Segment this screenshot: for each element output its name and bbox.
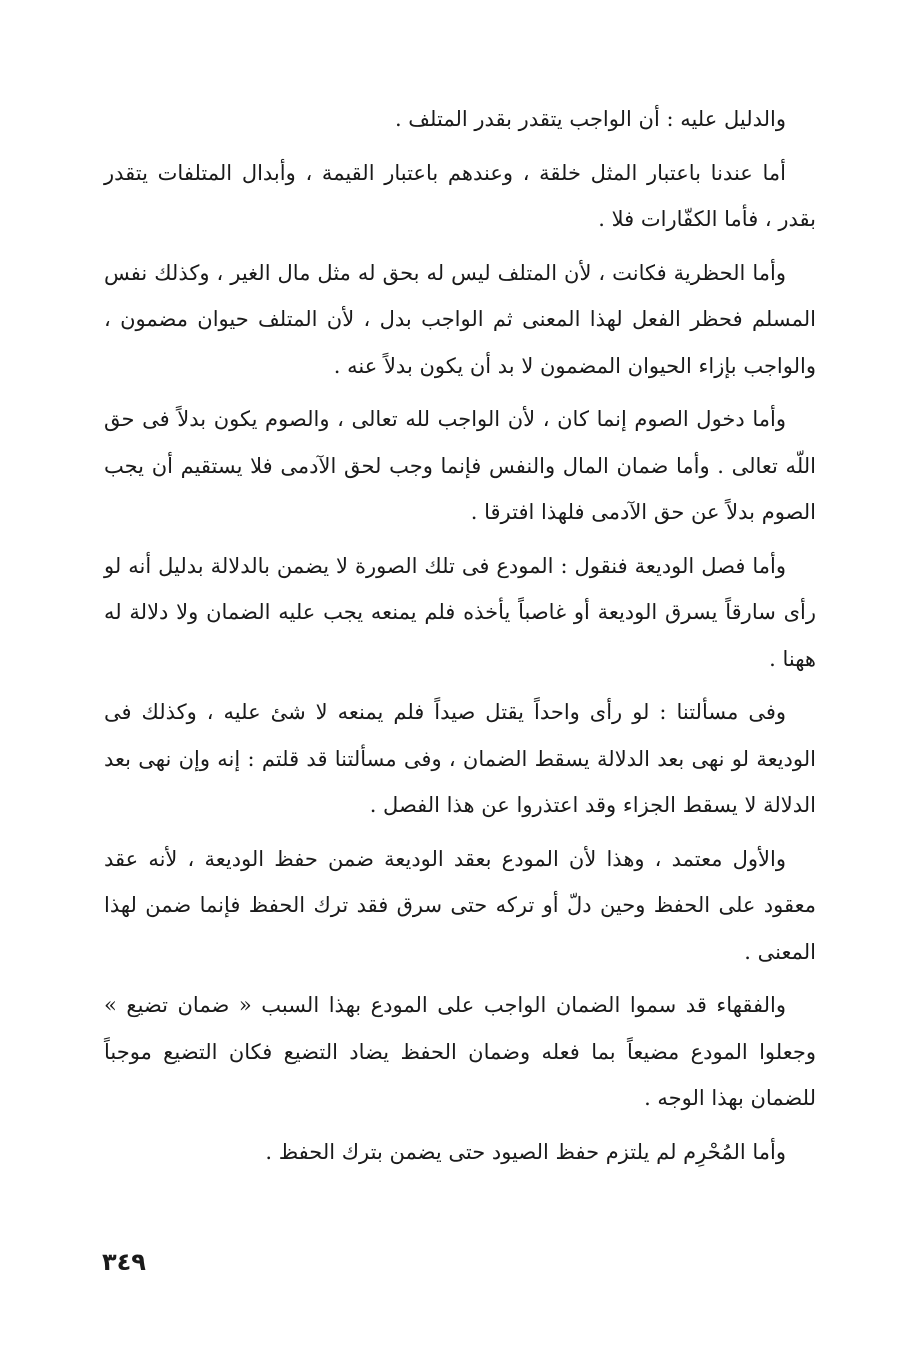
page-number: ٣٤٩ (102, 1248, 146, 1276)
paragraph-7: والأول معتمد ، وهذا لأن المودع بعقد الوديعة ضمن حفظ الوديعة ، لأنه عقد معقود على الحفظ وحين دلّ أو تركه حتى سرق فقد ترك الحفظ فإنما ضمن لهذا المعنى . (104, 846, 816, 964)
paragraph-9: وأما المُحْرِم لم يلتزم حفظ الصيود حتى يضمن بترك الحفظ . (265, 1139, 786, 1164)
paragraph-2: أما عندنا باعتبار المثل خلقة ، وعندهم باعتبار القيمة ، وأبدال المتلفات يتقدر بقدر ، فأما الكفّارات فلا . (104, 160, 816, 231)
paragraph-6: وفى مسألتنا : لو رأى واحداً يقتل صيداً فلم يمنعه لا شئ عليه ، وكذلك فى الوديعة لو نهى بعد الدلالة يسقط الضمان ، وفى مسألتنا قد قلتم : إنه وإن نهى بعد الدلالة لا يسقط الجزاء وقد اعتذروا عن هذا الفصل . (104, 700, 816, 817)
paragraph-5: وأما فصل الوديعة فنقول : المودع فى تلك الصورة لا يضمن بالدلالة بدليل أنه لو رأى سارقاً يسرق الوديعة أو غاصباً يأخذه فلم يمنعه يجب عليه الضمان ولا دلالة له ههنا . (104, 553, 816, 671)
paragraph-3: وأما الحظرية فكانت ، لأن المتلف ليس له بحق له مثل مال الغير ، وكذلك نفس المسلم فحظر الفعل لهذا المعنى ثم الواجب بدل ، لأن المتلف حيوان مضمون ، والواجب بإزاء الحيوان المضمون لا بد أن يكون بدلاً عنه . (104, 260, 816, 378)
paragraph-1: والدليل عليه : أن الواجب يتقدر بقدر المتلف . (394, 107, 786, 131)
page-body (104, 96, 816, 1182)
paragraph-4: وأما دخول الصوم إنما كان ، لأن الواجب لله تعالى ، والصوم يكون بدلاً فى حق اللّه تعالى . وأما ضمان المال والنفس فإنما وجب لحق الآدمى فلا يستقيم أن يجب الصوم بدلاً عن حق الآدمى فلهذا افترقا . (104, 407, 816, 524)
paragraph-8: والفقهاء قد سموا الضمان الواجب على المودع بهذا السبب « ضمان تضيع » وجعلوا المودع مضيعاً بما فعله وضمان الحفظ يضاد التضيع فكان التضيع موجباً للضمان بهذا الوجه . (104, 993, 816, 1110)
